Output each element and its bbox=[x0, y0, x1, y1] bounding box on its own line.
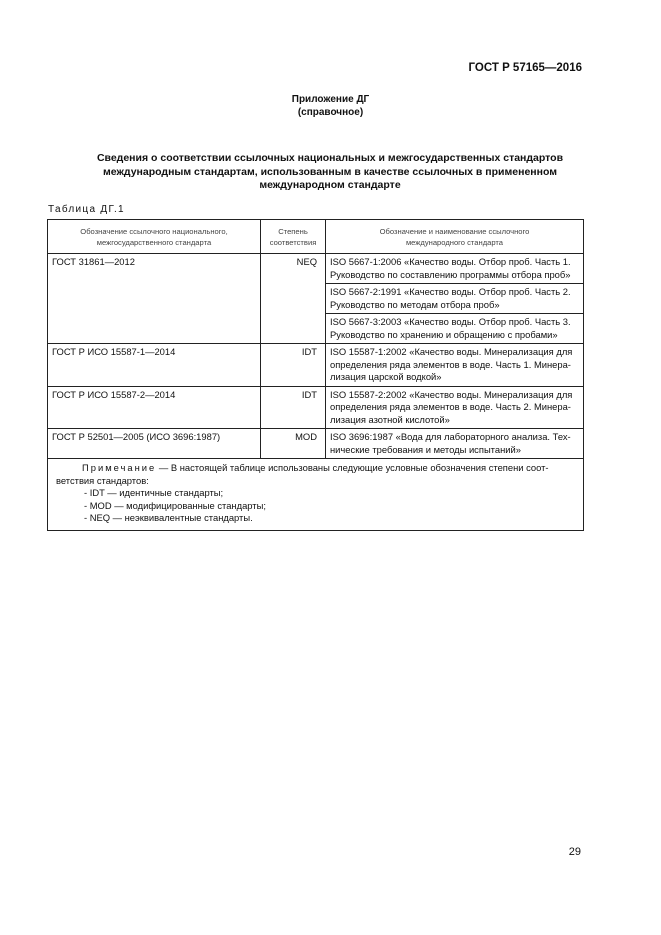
note-label: Примечание bbox=[82, 462, 157, 473]
header-degree bbox=[261, 220, 326, 254]
international-standard-cell bbox=[326, 254, 584, 284]
cell-line: Руководство по хранению и обращению с пробами» bbox=[330, 328, 558, 340]
degree-cell: IDT bbox=[261, 386, 326, 429]
degree-cell: IDT bbox=[261, 344, 326, 387]
cell-line: лизация азотной кислотой» bbox=[330, 413, 450, 425]
national-standard-cell: ГОСТ Р 52501—2005 (ИСО 3696:1987) bbox=[48, 429, 261, 459]
correspondence-table bbox=[47, 219, 584, 531]
table-row bbox=[48, 429, 584, 459]
cell-line: ISO 3696:1987 «Вода для лабораторного анализа. Тех- bbox=[330, 431, 571, 442]
cell-line: ISO 15587-1:2002 «Качество воды. Минерализация для bbox=[330, 346, 573, 357]
table-row bbox=[48, 344, 584, 387]
table-row bbox=[48, 254, 584, 284]
cell-line: ISO 5667-1:2006 «Качество воды. Отбор проб. Часть 1. bbox=[330, 256, 571, 267]
header-text: межгосударственного стандарта bbox=[96, 237, 212, 247]
note-list-item: - NEQ — неэквивалентные стандарты. bbox=[84, 512, 253, 523]
international-standard-cell bbox=[326, 429, 584, 459]
header-text: международного стандарта bbox=[405, 237, 504, 247]
cell-line: определения ряда элементов в воде. Часть 1. Минера- bbox=[330, 358, 571, 370]
annex-title-block bbox=[0, 93, 661, 119]
note-list-item: - IDT — идентичные стандарты; bbox=[84, 487, 224, 498]
table-label: Таблица ДГ.1 bbox=[48, 204, 125, 215]
degree-cell: MOD bbox=[261, 429, 326, 459]
note-text: ветствия стандартов: bbox=[56, 474, 149, 486]
annex-heading bbox=[60, 152, 600, 193]
table-note bbox=[48, 459, 584, 531]
page-number: 29 bbox=[568, 846, 581, 858]
heading-line: Сведения о соответствии ссылочных национальных и межгосударственных стандартов bbox=[96, 152, 564, 164]
national-standard-cell: ГОСТ Р ИСО 15587-2—2014 bbox=[48, 386, 261, 429]
heading-line: международном стандарте bbox=[259, 179, 401, 191]
cell-line: ISO 5667-3:2003 «Качество воды. Отбор проб. Часть 3. bbox=[330, 316, 571, 327]
international-standard-cell bbox=[326, 284, 584, 314]
annex-subtitle: (справочное) bbox=[297, 107, 364, 118]
table-note-row bbox=[48, 459, 584, 531]
cell-line: Руководство по методам отбора проб» bbox=[330, 298, 500, 310]
cell-line: ISO 15587-2:2002 «Качество воды. Минерализация для bbox=[330, 388, 573, 400]
table-row bbox=[48, 386, 584, 429]
international-standard-cell bbox=[326, 344, 584, 387]
table-header-row bbox=[48, 220, 584, 254]
header-national-standard bbox=[48, 220, 261, 254]
header-text: Обозначение и наименование ссылочного bbox=[379, 226, 530, 236]
international-standard-cell bbox=[326, 386, 584, 429]
cell-line: нические требования и методы испытаний» bbox=[330, 443, 521, 455]
note-text: — В настоящей таблице использованы следующие условные обозначения степени соот- bbox=[156, 462, 549, 473]
cell-line: определения ряда элементов в воде. Часть 2. Минера- bbox=[330, 401, 571, 412]
national-standard-cell: ГОСТ Р ИСО 15587-1—2014 bbox=[48, 344, 261, 387]
cell-line: ISO 5667-2:1991 «Качество воды. Отбор проб. Часть 2. bbox=[330, 286, 571, 297]
header-text: Обозначение ссылочного национального, bbox=[80, 226, 228, 236]
cell-line: Руководство по составлению программы отбора проб» bbox=[330, 268, 571, 280]
international-standard-cell bbox=[326, 314, 584, 344]
note-lead-line bbox=[56, 462, 575, 475]
document-code-header: ГОСТ Р 57165—2016 bbox=[468, 62, 582, 74]
header-text: Степень bbox=[278, 226, 308, 236]
header-international-standard bbox=[326, 220, 584, 254]
national-standard-cell: ГОСТ 31861—2012 bbox=[48, 254, 261, 344]
header-text: соответствия bbox=[269, 237, 317, 247]
cell-line: лизация царской водкой» bbox=[330, 371, 442, 382]
annex-title: Приложение ДГ bbox=[291, 94, 370, 105]
heading-line: международным стандартам, использованным в качестве ссылочных в примененном bbox=[102, 165, 558, 178]
degree-cell: NEQ bbox=[261, 254, 326, 344]
note-list-item: - MOD — модифицированные стандарты; bbox=[84, 499, 266, 511]
